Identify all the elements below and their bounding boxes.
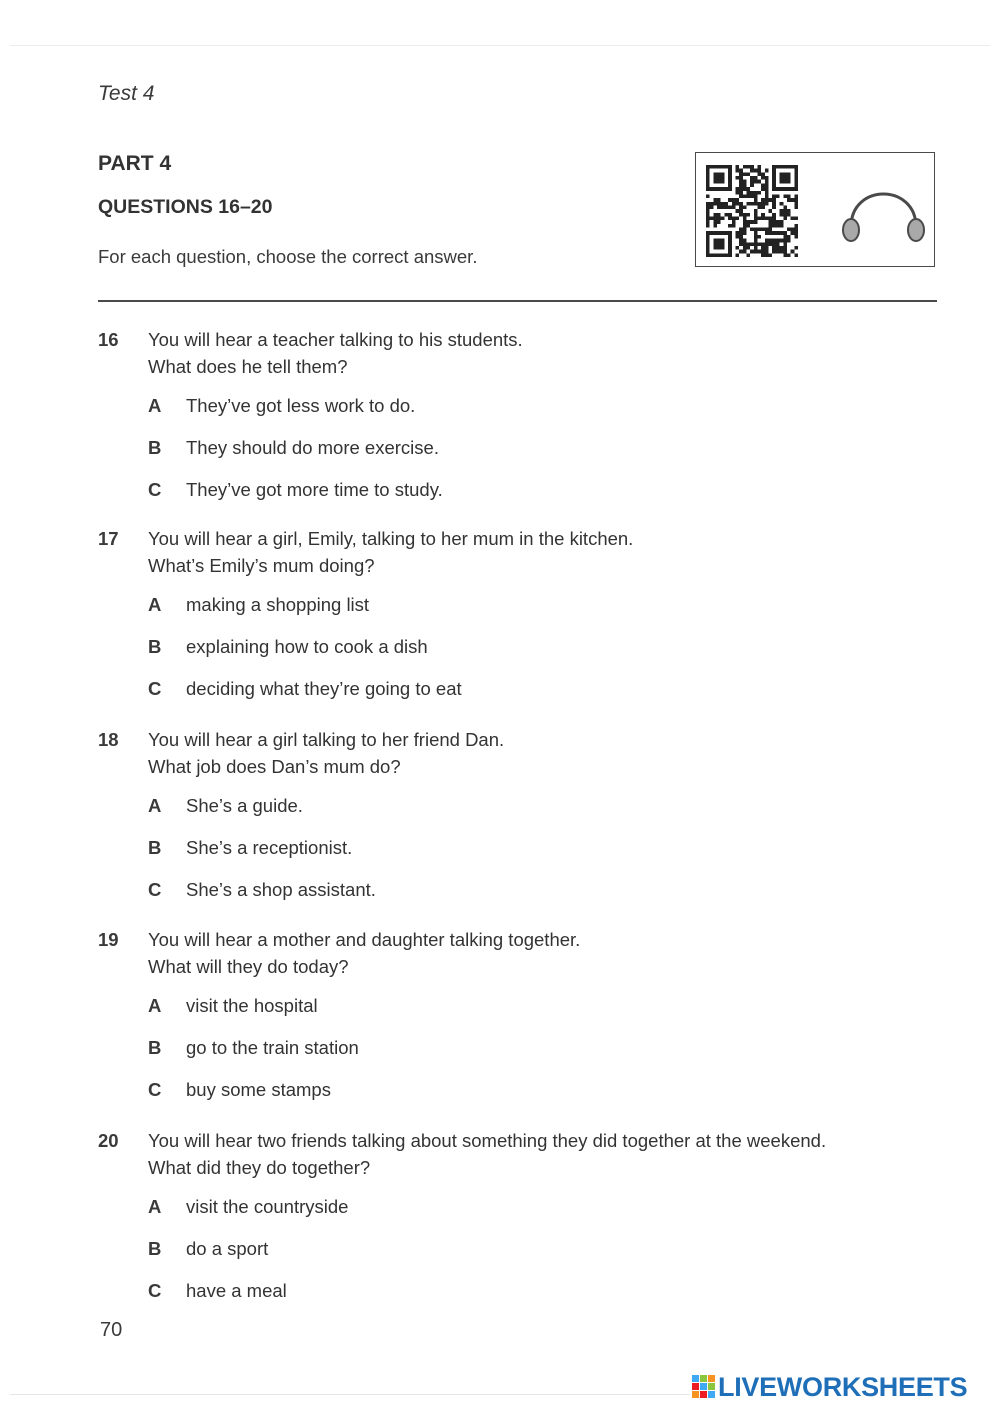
option-letter: C (148, 879, 162, 900)
option-letter: C (148, 678, 162, 699)
option-letter: B (148, 636, 162, 657)
part-title: PART 4 (98, 152, 172, 175)
question-prompt: What did they do together? (148, 1157, 371, 1178)
option-letter: B (148, 837, 162, 858)
question-prompt: What’s Emily’s mum doing? (148, 555, 375, 576)
question-prompt: What does he tell them? (148, 356, 348, 377)
option-a[interactable] (148, 395, 848, 419)
option-b[interactable] (148, 837, 848, 861)
option-letter: A (148, 795, 162, 816)
instruction-text: For each question, choose the correct answer. (98, 246, 478, 267)
option-text: They’ve got more time to study. (186, 479, 443, 500)
option-letter: A (148, 1196, 162, 1217)
option-letter: B (148, 1238, 162, 1259)
option-text: She’s a receptionist. (186, 837, 353, 858)
option-letter: C (148, 479, 162, 500)
option-text: They’ve got less work to do. (186, 395, 416, 416)
option-b[interactable] (148, 437, 848, 461)
option-text: buy some stamps (186, 1079, 331, 1100)
option-text: explaining how to cook a dish (186, 636, 428, 657)
option-c[interactable] (148, 479, 848, 503)
question-context: You will hear a teacher talking to his students. (148, 329, 523, 350)
option-letter: C (148, 1280, 162, 1301)
scan-edge-bottom (10, 1394, 690, 1395)
option-a[interactable] (148, 795, 848, 819)
option-text: go to the train station (186, 1037, 359, 1058)
question-context: You will hear a girl talking to her friend Dan. (148, 729, 505, 750)
qr-code-icon[interactable] (706, 165, 798, 257)
option-text: making a shopping list (186, 594, 370, 615)
questions-range-title: QUESTIONS 16–20 (98, 196, 273, 218)
question-context: You will hear a mother and daughter talking together. (148, 929, 581, 950)
header-divider (98, 300, 937, 302)
option-text: do a sport (186, 1238, 269, 1259)
question-prompt: What job does Dan’s mum do? (148, 756, 401, 777)
option-a[interactable] (148, 594, 848, 618)
headphones-icon (841, 175, 926, 247)
option-c[interactable] (148, 1280, 848, 1304)
question-prompt: What will they do today? (148, 956, 349, 977)
option-b[interactable] (148, 636, 848, 660)
question-context: You will hear a girl, Emily, talking to her mum in the kitchen. (148, 528, 634, 549)
option-letter: A (148, 594, 162, 615)
option-a[interactable] (148, 1196, 848, 1220)
page-number: 70 (100, 1319, 123, 1341)
option-text: She’s a shop assistant. (186, 879, 376, 900)
scan-edge-top (10, 45, 990, 46)
option-letter: B (148, 1037, 162, 1058)
question-number: 17 (98, 528, 119, 549)
test-label: Test 4 (98, 82, 155, 105)
audio-box (695, 152, 935, 267)
option-text: visit the countryside (186, 1196, 349, 1217)
question-number: 20 (98, 1130, 119, 1151)
option-letter: C (148, 1079, 162, 1100)
option-letter: A (148, 395, 162, 416)
option-b[interactable] (148, 1238, 848, 1262)
option-b[interactable] (148, 1037, 848, 1061)
option-text: deciding what they’re going to eat (186, 678, 462, 699)
option-text: They should do more exercise. (186, 437, 439, 458)
option-a[interactable] (148, 995, 848, 1019)
option-letter: A (148, 995, 162, 1016)
option-text: have a meal (186, 1280, 287, 1301)
option-c[interactable] (148, 879, 848, 903)
option-letter: B (148, 437, 162, 458)
option-text: She’s a guide. (186, 795, 303, 816)
option-c[interactable] (148, 1079, 848, 1103)
question-number: 19 (98, 929, 119, 950)
question-number: 16 (98, 329, 119, 350)
question-context: You will hear two friends talking about something they did together at the weekend. (148, 1130, 827, 1151)
liveworksheets-brand[interactable] (692, 1372, 990, 1404)
liveworksheets-logo-icon (692, 1375, 716, 1399)
option-c[interactable] (148, 678, 848, 702)
question-number: 18 (98, 729, 119, 750)
brand-name: LIVEWORKSHEETS (718, 1372, 968, 1402)
option-text: visit the hospital (186, 995, 318, 1016)
